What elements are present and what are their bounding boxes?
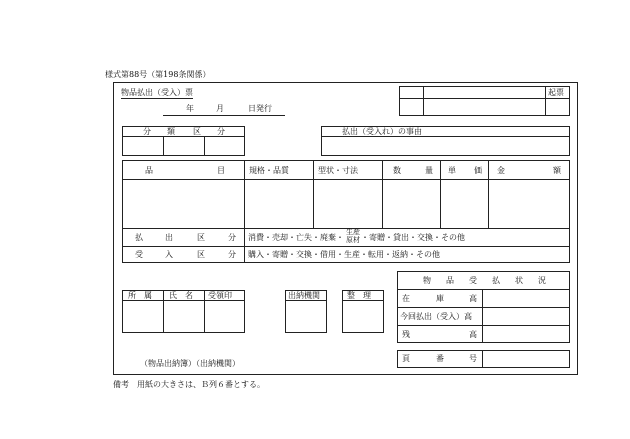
- reference-number-field[interactable]: [425, 100, 543, 114]
- col-spec: 規格・品質: [249, 166, 289, 175]
- page-label-1: 頁: [402, 354, 410, 363]
- office-label: 出納機関: [288, 291, 320, 300]
- col-moku: 目: [217, 166, 225, 175]
- col-hin: 品: [145, 166, 153, 175]
- item-name-field[interactable]: [123, 180, 243, 227]
- col-amount-1: 金: [497, 166, 505, 175]
- page-label-3: 号: [469, 354, 477, 363]
- item-qty-field[interactable]: [383, 180, 439, 227]
- payout-label-4: 分: [228, 233, 236, 242]
- receipt-label-3: 区: [197, 250, 205, 259]
- receipt-label-4: 分: [228, 250, 236, 259]
- status-zan-2: 高: [469, 330, 477, 339]
- note: 備考 用紙の大きさは、Ｂ列６番とする。: [113, 380, 265, 389]
- kian-label: 起票: [548, 88, 564, 97]
- payout-label-1: 払: [135, 233, 143, 242]
- status-konkai-field[interactable]: [483, 308, 569, 324]
- footer-label: （物品出納簿）（出納機関）: [140, 359, 240, 368]
- col-amount-2: 額: [553, 166, 561, 175]
- form-title: 物品払出（受入）票: [121, 88, 193, 97]
- date-month: 月: [216, 104, 224, 113]
- classification-field-1[interactable]: [123, 137, 162, 155]
- col-price-1: 単: [448, 166, 456, 175]
- stamp-header-shimei: 氏 名: [169, 291, 193, 300]
- arrange-stamp-field[interactable]: [343, 301, 383, 332]
- status-zaiko-3: 高: [469, 294, 477, 303]
- stamp-header-shozoku: 所 属: [128, 291, 152, 300]
- item-spec-field[interactable]: [245, 180, 312, 227]
- payout-label-2: 出: [165, 233, 173, 242]
- status-zan-1: 残: [402, 330, 410, 339]
- date-underline: [163, 115, 285, 116]
- date-day: 日発行: [248, 104, 272, 113]
- stamp-header-juryoin: 受領印: [208, 291, 232, 300]
- payout-options-b: ・寄贈・貸出・交換・その他: [361, 233, 465, 242]
- payout-option-genzai: 原材: [346, 236, 360, 244]
- status-title-2: 品: [446, 276, 454, 285]
- status-zaiko-1: 在: [402, 294, 410, 303]
- office-stamp-field[interactable]: [286, 301, 326, 332]
- receipt-options: 購入・寄贈・交換・借用・生産・転用・返納・その他: [248, 250, 440, 259]
- status-title-3: 受: [469, 276, 477, 285]
- status-title-5: 状: [515, 276, 523, 285]
- col-qty-2: 量: [425, 166, 433, 175]
- item-shape-field[interactable]: [314, 180, 381, 227]
- arrange-label: 整 理: [347, 291, 371, 300]
- reason-label: 払出（受入れ）の事由: [342, 127, 422, 136]
- page-label-2: 番: [436, 354, 444, 363]
- col-qty-1: 数: [393, 166, 401, 175]
- status-konkai-label: 今回払出（受入）高: [400, 312, 472, 321]
- classification-field-2[interactable]: [164, 137, 203, 155]
- classification-label-3: 区: [193, 127, 201, 136]
- item-price-field[interactable]: [441, 180, 487, 227]
- status-title-4: 払: [492, 276, 500, 285]
- item-amount-field[interactable]: [489, 180, 569, 227]
- form-number: 様式第88号（第198条関係）: [105, 70, 211, 79]
- classification-field-3[interactable]: [205, 137, 244, 155]
- stamp-shozoku-field[interactable]: [123, 301, 162, 332]
- status-title-1: 物: [423, 276, 431, 285]
- stamp-juryoin-field[interactable]: [205, 301, 244, 332]
- payout-options-a: 消費・売却・亡失・廃棄・: [248, 233, 344, 242]
- reason-field[interactable]: [322, 137, 569, 155]
- status-zan-field[interactable]: [483, 326, 569, 342]
- status-zaiko-field[interactable]: [483, 290, 569, 306]
- page-number-field[interactable]: [483, 351, 569, 367]
- col-price-2: 価: [474, 166, 482, 175]
- classification-label-4: 分: [217, 127, 225, 136]
- payout-option-seisan: 生産: [346, 228, 360, 236]
- receipt-label-1: 受: [135, 250, 143, 259]
- stamp-shimei-field[interactable]: [164, 301, 203, 332]
- status-zaiko-2: 庫: [436, 294, 444, 303]
- col-shape: 型状・寸法: [318, 166, 358, 175]
- status-title-6: 況: [538, 276, 546, 285]
- date-year: 年: [186, 104, 194, 113]
- payout-label-3: 区: [197, 233, 205, 242]
- classification-label-1: 分: [143, 127, 151, 136]
- classification-label-2: 類: [167, 127, 175, 136]
- receipt-label-2: 入: [165, 250, 173, 259]
